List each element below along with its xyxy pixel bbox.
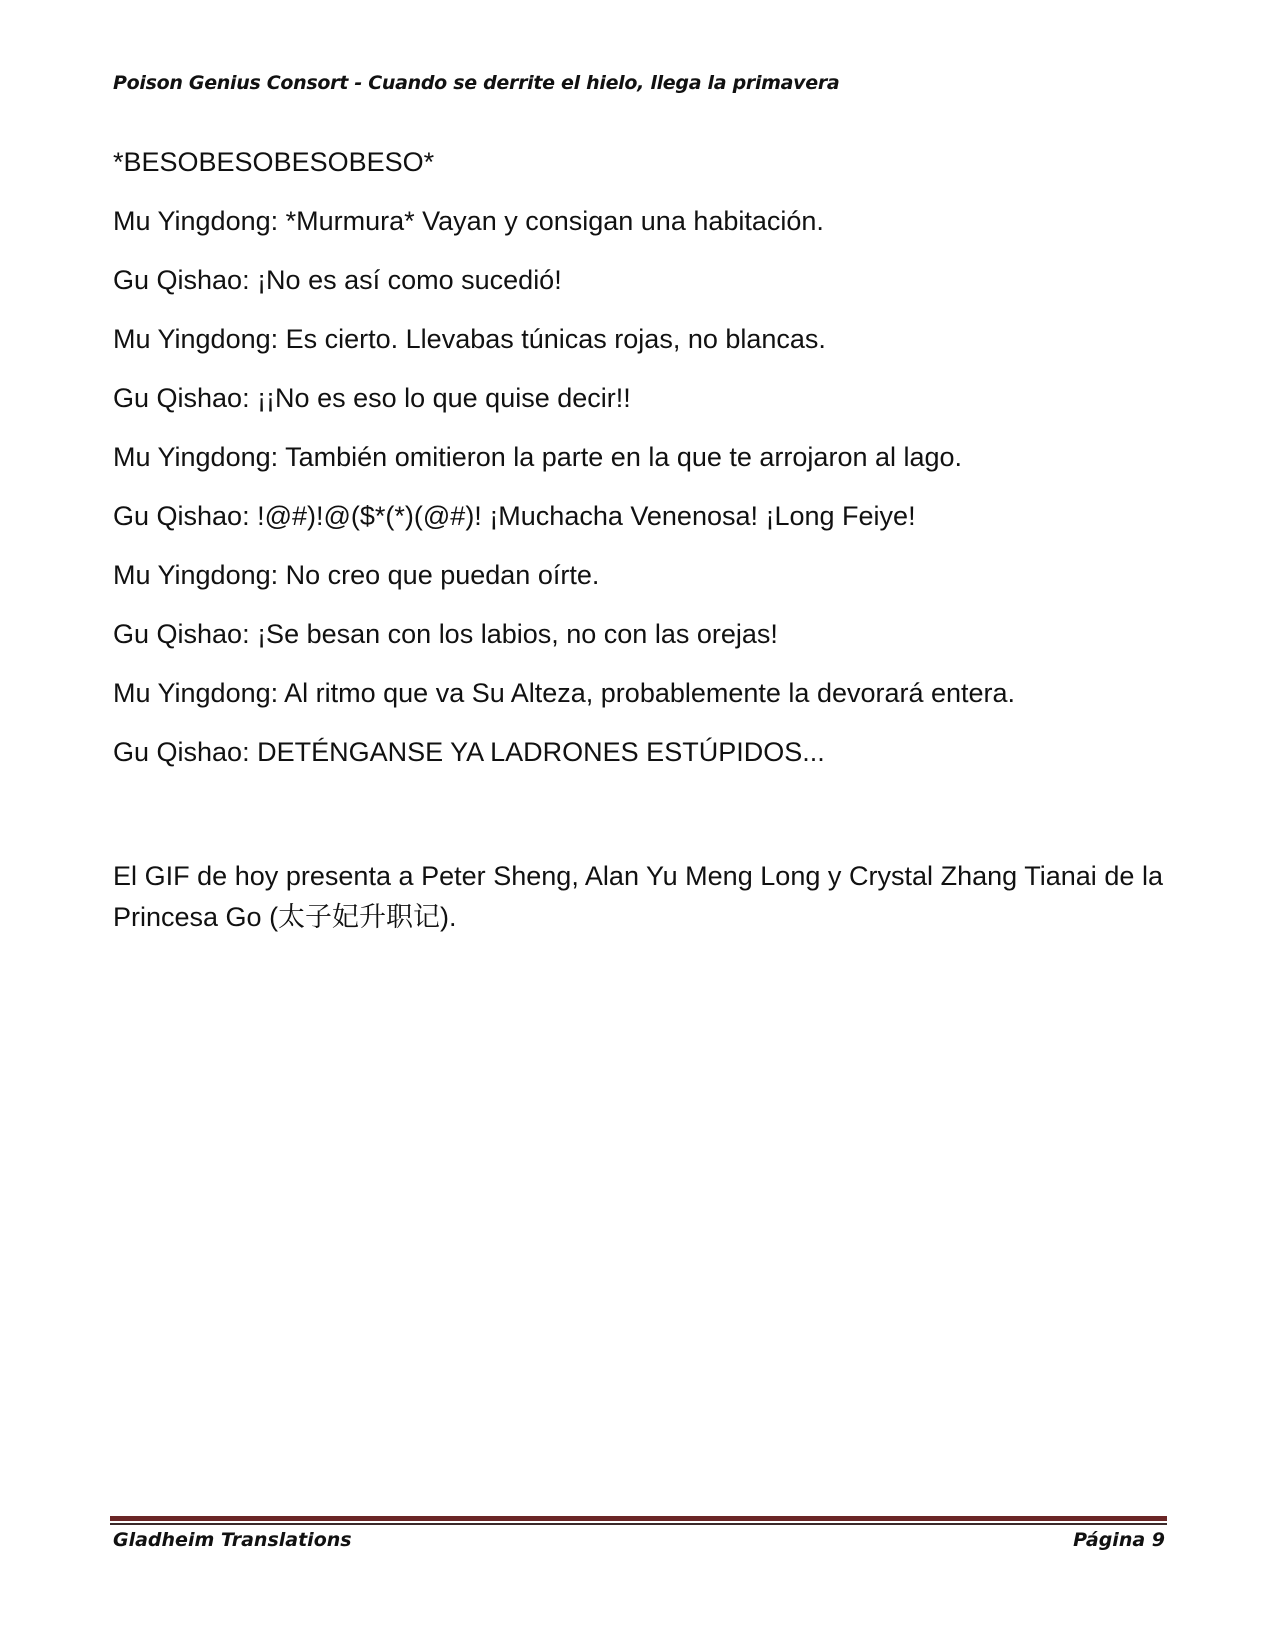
footer-divider-thick	[110, 1516, 1167, 1521]
dialogue-line: Mu Yingdong: Es cierto. Llevabas túnicas rojas, no blancas.	[113, 324, 826, 354]
dialogue-line: Mu Yingdong: También omitieron la parte en la que te arrojaron al lago.	[113, 442, 963, 472]
footer-divider	[110, 1516, 1167, 1525]
dialogue-line: Gu Qishao: ¡No es así como sucedió!	[113, 265, 562, 295]
dialogue-line: *BESOBESOBESOBESO*	[113, 147, 435, 177]
footer-divider-thin	[110, 1523, 1167, 1525]
footer-publisher: Gladheim Translations	[113, 1529, 352, 1551]
dialogue-line: Gu Qishao: ¡¡No es eso lo que quise decir!!	[113, 383, 631, 413]
page-header-title: Poison Genius Consort - Cuando se derrite el hielo, llega la primavera	[113, 72, 840, 94]
dialogue-line: Gu Qishao: DETÉNGANSE YA LADRONES ESTÚPIDOS...	[113, 737, 825, 767]
dialogue-line: Mu Yingdong: Al ritmo que va Su Alteza, probablemente la devorará entera.	[113, 678, 1016, 708]
dialogue-line: Gu Qishao: !@#)!@($*(*)(@#)! ¡Muchacha Venenosa! ¡Long Feiye!	[113, 501, 916, 531]
dialogue-line: Mu Yingdong: *Murmura* Vayan y consigan una habitación.	[113, 206, 824, 236]
dialogue-line: Mu Yingdong: No creo que puedan oírte.	[113, 560, 600, 590]
gif-note-paragraph: El GIF de hoy presenta a Peter Sheng, Alan Yu Meng Long y Crystal Zhang Tianai de la Princesa Go (太子妃升职记).	[113, 861, 1163, 932]
footer-page-number: Página 9	[1073, 1529, 1165, 1551]
dialogue-line: Gu Qishao: ¡Se besan con los labios, no con las orejas!	[113, 619, 778, 649]
document-body	[113, 146, 1163, 965]
